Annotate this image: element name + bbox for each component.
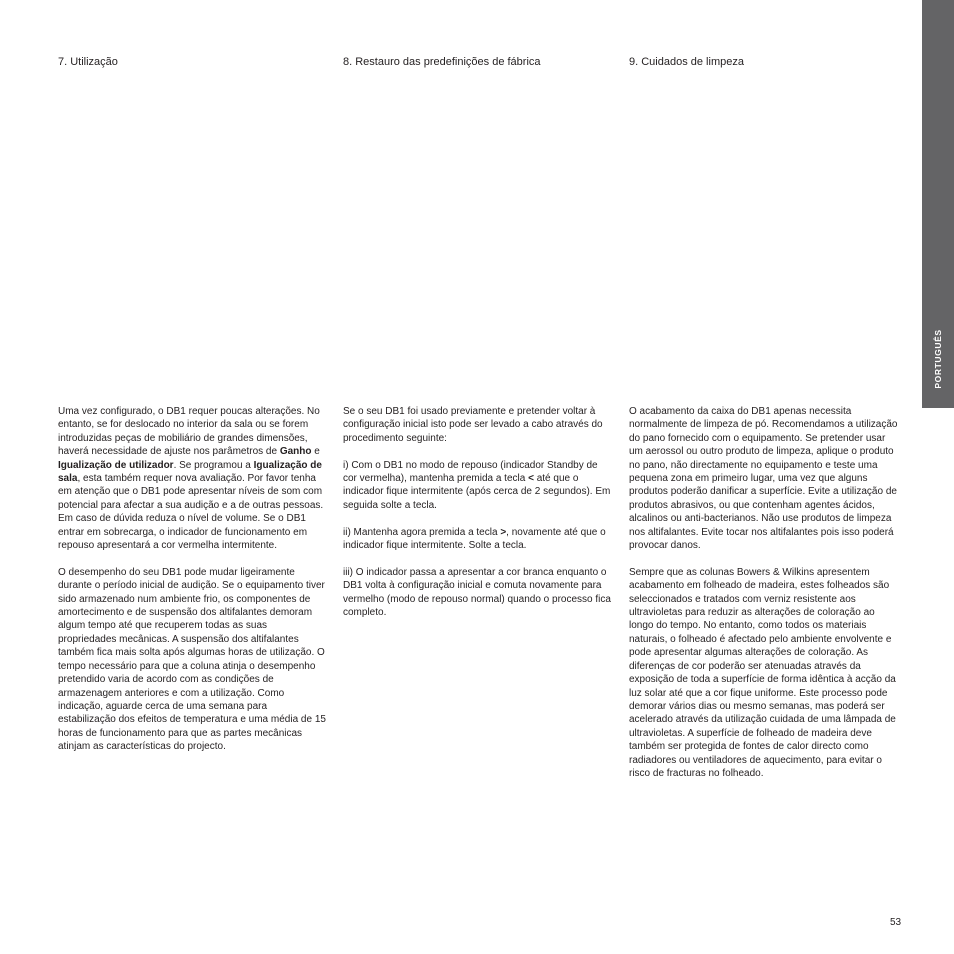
text-run: i) Com o DB1 no modo de repouso (indicador Standby de cor vermelha), mantenha premida a tecla: [343, 459, 598, 485]
text-run: Uma vez configurado, o DB1 requer poucas alterações. No entanto, se for deslocado no interior da sala ou se forem introduzidas peças de mobiliário de grandes dimensões, haverá necessidade de ajuste nos parâmetros de: [58, 406, 320, 458]
heading-utilizacao: 7. Utilização: [58, 56, 118, 68]
restauro-paragraph-1: Se o seu DB1 foi usado previamente e pretender voltar à configuração inicial isto pode ser levado a cabo através do procedimento seguinte:: [343, 406, 603, 444]
bold-term-igualizacao-utilizador: Igualização de utilizador: [58, 459, 174, 471]
bold-term-ganho: Ganho: [279, 446, 312, 458]
heading-restauro: 8. Restauro das predefinições de fábrica: [343, 56, 541, 68]
key-right-icon: >: [500, 526, 507, 538]
heading-cuidados: 9. Cuidados de limpeza: [629, 56, 744, 68]
restauro-step-2: [343, 526, 611, 553]
utilizacao-paragraph-2: O desempenho do seu DB1 pode mudar ligeiramente durante o período inicial de audição. Se o equipamento tiver sido armazenado num ambiente frio, os componentes de amortecimento e de suspensão dos altifalantes demoram algum tempo até que recuperem todas as suas propriedades mecânicas. A suspensão dos altifalantes também fica mais solta após algumas horas de utilização. O tempo necessário para que a coluna atinja o desempenho pretendido varia de acordo com as condições de armazenagem anteriores e com a utilização. Como indicação, aguarde cerca de uma semana para estabilização dos efeitos de temperatura e uma média de 15 horas de funcionamento para que as partes mecânicas atinjam as características do projecto.: [58, 566, 326, 753]
key-left-icon: <: [528, 473, 534, 485]
text-run: . Se programou a: [173, 459, 254, 471]
page-number: 53: [890, 917, 902, 928]
bold-term-igualizacao-sala: Igualização de sala: [58, 459, 322, 485]
text-run: , novamente até que o indicador fique intermitente. Solte a tecla.: [343, 526, 606, 552]
column-utilizacao: [58, 405, 326, 767]
cuidados-paragraph-1: O acabamento da caixa do DB1 apenas necessita normalmente de limpeza de pó. Recomendamos a utilização do pano fornecido com o equipamento. Se pretender usar um aerossol ou outro produto de limpeza, aplique o produto no pano, não directamente no equipamento e teste uma pequena zona em primeiro lugar, uma vez que alguns produtos poderão danificar a superfície. Evite a utilização de produtos abrasivos, ou que contenham agentes ácidos, alcalinos ou anti-bacterianos. Não use produtos de limpeza nos altifalantes. Evite tocar nos altifalantes pois isso poderá provocar danos.: [629, 406, 898, 552]
text-run: e: [311, 446, 320, 458]
restauro-step-1: [343, 459, 611, 513]
cuidados-paragraph-2: Sempre que as colunas Bowers & Wilkins apresentem acabamento em folheado de madeira, estes folheados são seleccionados e tratados com verniz resistente aos ultravioletas para reduzir as alterações de coloração ao longo do tempo. No entanto, como todos os materiais naturais, o folheado é afectado pelo ambiente envolvente e pode apresentar algumas alterações de coloração. As diferenças de cor poderão ser atenuadas através da exposição de toda a superfície de forma idêntica à acção da luz solar até que a cor fique uniforme. Este processo pode demorar vários dias ou mesmo semanas, mas poderá ser acelerado através da utilização cuidada de uma lâmpada de ultravioletas. A superfície de folheado de madeira deve também ser protegida de fontes de calor directo como radiadores ou ventiladores de aquecimento, para evitar o risco de fracturas no folheado.: [629, 566, 896, 779]
text-run: até que o indicador fique intermitente (após cerca de 2 segundos). Em seguida solte a tecla.: [343, 473, 611, 511]
utilizacao-paragraph-1: [58, 405, 326, 552]
column-restauro: [343, 405, 611, 633]
column-cuidados: [629, 405, 901, 794]
restauro-step-3: iii) O indicador passa a apresentar a cor branca enquanto o DB1 volta à configuração inicial e comuta novamente para vermelho (modo de repouso normal) quando o processo fica completo.: [343, 566, 611, 619]
text-run: ii) Mantenha agora premida a tecla: [343, 526, 501, 538]
language-tab-label: PORTUGUÊS: [933, 329, 943, 389]
text-run: , esta também requer nova avaliação. Por favor tenha em atenção que o DB1 pode apresentar níveis de som com potencial para afectar a sua audição e a de outras pessoas. Em caso de dúvida reduza o nível de volume. Se o DB1 entrar em sobrecarga, o indicador de funcionamento em repouso apresentará a cor vermelha intermitente.: [58, 473, 324, 552]
